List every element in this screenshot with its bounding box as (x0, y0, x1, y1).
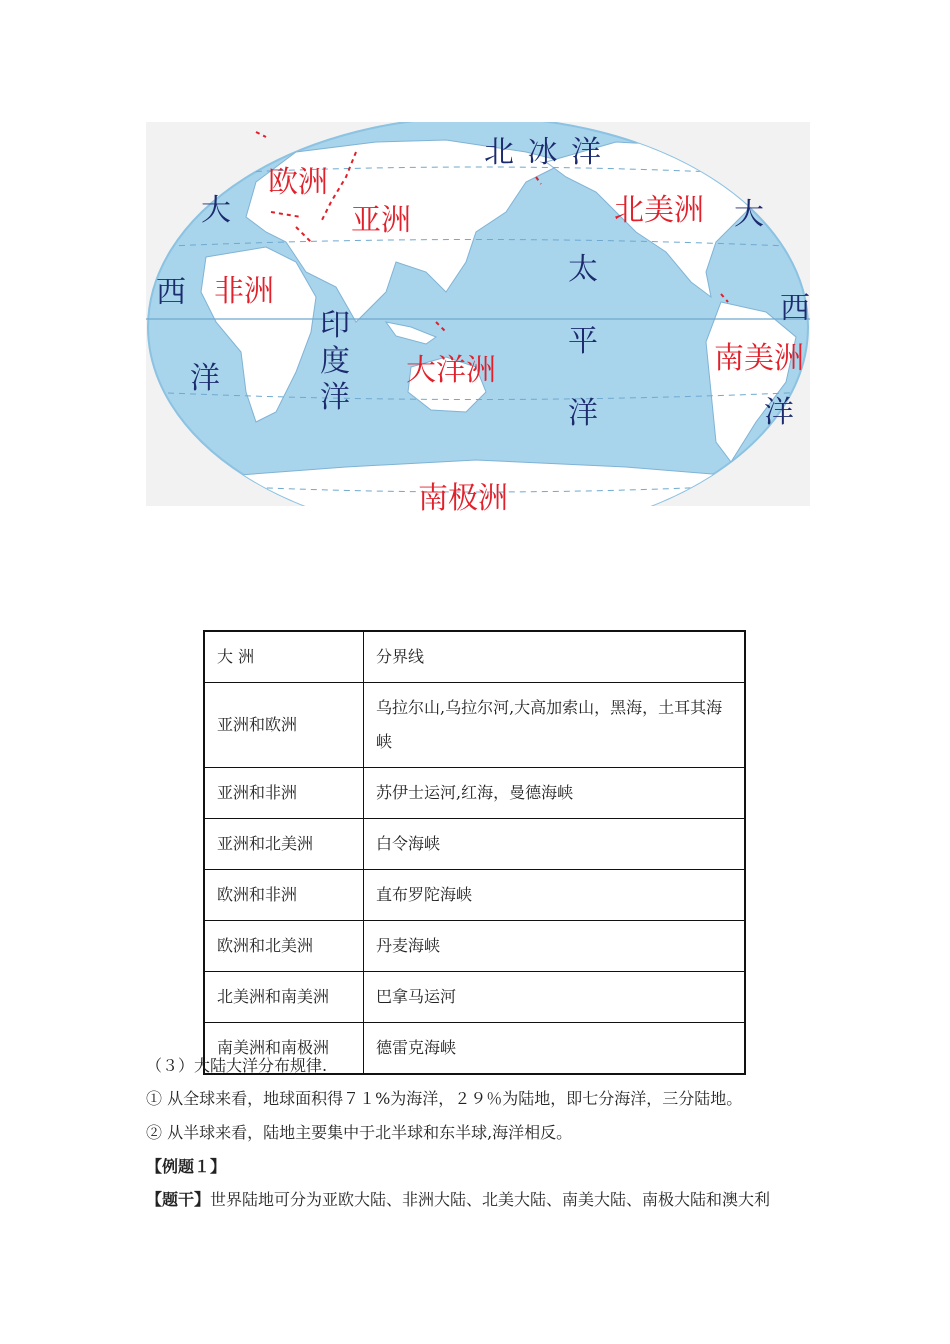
point-two: ② 从半球来看，陆地主要集中于北半球和东半球,海洋相反。 (146, 1123, 573, 1142)
question-text: 世界陆地可分为亚欧大陆、非洲大陆、北美大陆、南美大陆、南极大陆和澳大利 (210, 1190, 771, 1209)
section-title: （３）大陆大洋分布规律. (146, 1056, 328, 1075)
label-pacific-ocean: 太平洋 (568, 252, 598, 431)
example-title: 【例题１】 (146, 1157, 227, 1176)
label-africa: 非洲 (214, 274, 274, 309)
label-atlantic-left-2: 西 (156, 275, 186, 310)
header-boundary: 分界线 (364, 631, 746, 683)
world-map-figure (146, 122, 810, 516)
label-south-america: 南美洲 (714, 341, 804, 376)
cell-continent: 北美洲和南美洲 (204, 972, 364, 1023)
label-indian-ocean: 印度洋 (320, 308, 350, 415)
cell-continent: 亚洲和非洲 (204, 768, 364, 819)
cell-boundary: 白令海峡 (364, 819, 746, 870)
cell-boundary: 苏伊士运河,红海，曼德海峡 (364, 768, 746, 819)
world-map-graphic (146, 122, 810, 506)
label-arctic-ocean: 北 冰 洋 (484, 135, 604, 170)
danish-strait-boundary (256, 132, 266, 137)
table-row (204, 921, 745, 972)
label-atlantic-left-3: 洋 (190, 361, 220, 396)
label-oceania: 大洋洲 (406, 353, 496, 388)
table-row (204, 768, 745, 819)
continent-boundary-table (203, 630, 746, 1075)
cell-continent: 南美洲和南极洲 (204, 1023, 364, 1075)
cell-boundary: 德雷克海峡 (364, 1023, 746, 1075)
table-row (204, 683, 745, 768)
label-europe: 欧洲 (268, 165, 328, 200)
question-prefix: 【题干】 (146, 1190, 211, 1209)
cell-boundary: 乌拉尔山,乌拉尔河,大高加索山，黑海，土耳其海峡 (364, 683, 746, 768)
cell-continent: 欧洲和非洲 (204, 870, 364, 921)
label-atlantic-right-2: 西 (780, 291, 810, 326)
table-row (204, 819, 745, 870)
label-atlantic-right-1: 大 (734, 197, 764, 232)
header-continent: 大 洲 (204, 631, 364, 683)
cell-continent: 亚洲和欧洲 (204, 683, 364, 768)
question-line (146, 1189, 770, 1211)
table-row (204, 870, 745, 921)
label-atlantic-right-3: 洋 (764, 395, 794, 430)
label-north-america: 北美洲 (614, 193, 704, 228)
cell-continent: 欧洲和北美洲 (204, 921, 364, 972)
point-one: ① 从全球来看，地球面积得７１%为海洋，２９％为陆地，即七分海洋，三分陆地。 (146, 1089, 743, 1108)
cell-boundary: 直布罗陀海峡 (364, 870, 746, 921)
table-row (204, 972, 745, 1023)
cell-boundary: 丹麦海峡 (364, 921, 746, 972)
label-asia: 亚洲 (351, 203, 411, 238)
cell-boundary: 巴拿马运河 (364, 972, 746, 1023)
cell-continent: 亚洲和北美洲 (204, 819, 364, 870)
table-header-row (204, 631, 745, 683)
label-atlantic-left-1: 大 (201, 193, 231, 228)
label-antarctica: 南极洲 (418, 481, 508, 516)
